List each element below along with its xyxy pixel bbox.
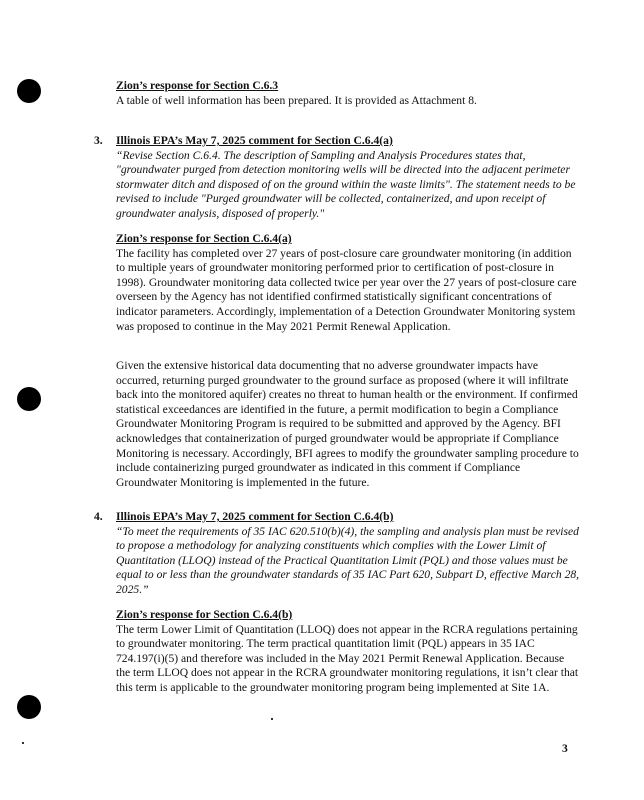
response-heading: Zion’s response for Section C.6.4(b) [116, 608, 293, 621]
item3-response-continued [116, 359, 580, 490]
response-paragraph: The term Lower Limit of Quantitation (LLOQ) does not appear in the RCRA regulations pertaining to groundwater monitoring. The term practical quantitation limit (PQL) appears in 35 IAC 724.197(i)(5) and therefore was included in the May 2021 Permit Renewal Application. Because the term LLOQ does not appear in the RCRA groundwater monitoring regulations, it isn’t clear that this term is applicable to the groundwater monitoring program being implemented at Site 1A. [116, 622, 579, 694]
comment-quote: “To meet the requirements of 35 IAC 620.510(b)(4), the sampling and analysis plan must be revised to propose a methodology for analyzing constituents which complies with the Lower Limit of Quantitation (LLOQ) instead of the Practical Quantitation Limit (PQL) and those values must be equal to or less than the groundwater standards of 35 IAC Part 620, Subpart D, effective March 28, 2025.” [116, 524, 580, 596]
item4-comment [116, 510, 580, 598]
page-number: 3 [562, 742, 568, 755]
item4-response [116, 608, 580, 696]
section-c63 [116, 79, 580, 108]
punch-hole [17, 79, 41, 103]
punch-hole [17, 387, 41, 411]
response-heading: Zion’s response for Section C.6.4(a) [116, 232, 292, 245]
comment-heading: Illinois EPA’s May 7, 2025 comment for Section C.6.4(b) [116, 510, 394, 523]
scan-speck [22, 742, 24, 744]
item-number: 4. [94, 510, 103, 523]
punch-hole [17, 695, 41, 719]
response-paragraph: The facility has completed over 27 years of post-closure care groundwater monitoring (in addition to multiple years of groundwater monitoring performed prior to certification of post-closure in 1998). Groundwater monitoring data collected twice per year over the 27 years of post-closure care overseen by the Agency has not identified confirmed statistically significant concentrations of indicator parameters. Accordingly, implementation of a Detection Groundwater Monitoring system was proposed to continue in the May 2021 Permit Renewal Application. [116, 246, 577, 333]
item3-comment [116, 134, 580, 222]
comment-heading: Illinois EPA’s May 7, 2025 comment for Section C.6.4(a) [116, 134, 393, 147]
section-heading: Zion’s response for Section C.6.3 [116, 79, 279, 92]
item-number: 3. [94, 134, 103, 147]
scan-speck [271, 718, 273, 720]
response-paragraph: Given the extensive historical data documenting that no adverse groundwater impacts have occurred, returning purged groundwater to the ground surface as proposed (where it will infiltrate back into the monitored aquifer) creates no threat to human health or the environment. If confirmed statistical exceedances are identified in the future, a permit modification to begin a Compliance Groundwater Monitoring Program is required to be submitted and approved by the Agency. BFI acknowledges that containerization of purged groundwater would be appropriate if Compliance Monitoring is necessary. Accordingly, BFI agrees to modify the groundwater sampling procedure to include containerizing purged groundwater as indicated in this comment if Compliance Groundwater Monitoring is implemented in the future. [116, 359, 579, 489]
item3-response [116, 232, 580, 334]
comment-quote: “Revise Section C.6.4. The description of Sampling and Analysis Procedures states that, "groundwater purged from detection monitoring wells will be directed into the adjacent perimeter stormwater ditch and disposed of on the ground within the waste limits". The statement needs to be revised to include "Purged groundwater will be collected, containerized, and upon receipt of groundwater analysis, disposed of properly." [116, 148, 576, 220]
section-body: A table of well information has been prepared. It is provided as Attachment 8. [116, 93, 477, 107]
